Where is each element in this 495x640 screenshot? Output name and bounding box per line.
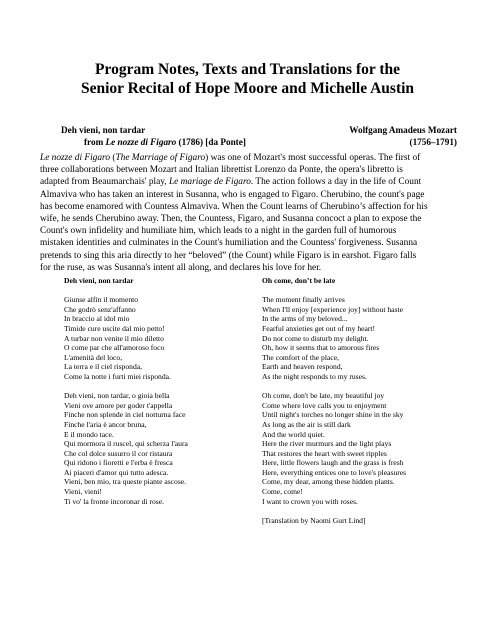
program-note-line: mistaken identities and culminates in the Count's humiliation and the Countess' forgiveness. Susanna	[40, 238, 418, 249]
italian-lyric-line: Che col dolce susurro il cor ristaura	[64, 448, 173, 458]
program-note-line: Le nozze di Figaro (The Marriage of Figaro) was one of Mozart's most successful operas. The first of	[40, 153, 421, 163]
english-lyric-line: As the night responds to my ruses.	[262, 371, 367, 381]
english-heading: Oh come, don’t be late	[262, 276, 336, 285]
italian-lyric-line: Che godrò senz'affanno	[64, 304, 136, 314]
english-lyric-line: The comfort of the place,	[262, 352, 339, 362]
italian-lyric-line: Ai piaceri d'amor qui tutto adesca.	[64, 467, 169, 477]
english-lyric-line: In the arms of my beloved...	[262, 314, 348, 324]
composer-dates: (1756–1791)	[409, 137, 457, 147]
program-note-line: wife, he sends Cherubino away. Then, the Countess, Figaro, and Susanna concoct a plan to expose the	[40, 214, 422, 225]
composer-name: Wolfgang Amadeus Mozart	[349, 125, 457, 135]
page-title	[40, 60, 455, 98]
english-lyric-line: Until night's torches no longer shine in the sky	[262, 410, 404, 420]
title-line-2: Senior Recital of Hope Moore and Michelle Austin	[80, 80, 415, 97]
source-suffix: (1786) [da Ponte]	[176, 137, 246, 147]
italian-stanza-2	[64, 391, 254, 506]
program-note-line: Count's own infidelity and humiliate him, which leads to a night in the garden full of humorous	[40, 226, 397, 237]
english-lyric-line: And the world quiet.	[262, 429, 325, 439]
program-note-line: adapted from Beaumarchais' play, Le mariage de Figaro. The action follows a day in the life of Count	[40, 177, 422, 188]
italian-lyric-line: A turbar non venite il mio diletto	[64, 333, 164, 343]
translation-credit: [Translation by Naomi Gurt Lind]	[262, 515, 366, 525]
italian-lyric-line: L'amenità del loco,	[64, 352, 123, 362]
program-note-line: three collaborations between Mozart and Italian librettist Lorenzo da Ponte, the opera's libretto is	[40, 165, 403, 176]
english-stanza-2	[262, 391, 462, 506]
english-lyric-line: I want to crown you with roses.	[262, 496, 358, 506]
english-lyric-line: Come where love calls you to enjoyment	[262, 400, 387, 410]
english-stanza-1	[262, 295, 462, 381]
english-lyric-line: The moment finally arrives	[262, 295, 345, 305]
italian-lyric-line: Deh vieni, non tardar, o gioia bella	[64, 391, 170, 401]
english-lyric-line: Come, come!	[262, 487, 303, 497]
italian-lyric-line: Finche l'aria è ancor bruna,	[64, 419, 147, 429]
italian-lyric-line: Vieni ove amore per goder t'appella	[64, 400, 173, 410]
italian-lyric-line: Vieni, vieni!	[64, 487, 102, 497]
italian-stanza-1	[64, 295, 254, 381]
program-note-line: for the ruse, as was Susanna's intent all along, and declares his love for her.	[40, 262, 322, 273]
italian-lyric-line: Qui ridono i fioretti e l'erba è fresca	[64, 458, 173, 468]
english-lyric-line: Here the river murmurs and the light plays	[262, 439, 392, 449]
italian-lyric-line: Timide cure uscite dal mio petto!	[64, 323, 165, 333]
english-lyric-line: Fearful anxieties get out of my heart!	[262, 323, 376, 333]
english-lyric-line: Do not come to disturb my delight.	[262, 333, 369, 343]
italian-lyric-line: E il mondo tace.	[64, 429, 114, 439]
italian-text-column	[64, 276, 254, 506]
piece-source	[84, 136, 246, 148]
english-lyric-line: Earth and heaven respond,	[262, 362, 343, 372]
source-prefix: from	[84, 137, 106, 147]
italian-lyric-line: Vieni, ben mio, tra queste piante ascose.	[64, 477, 187, 487]
italian-lyric-line: Giunse alfin il momento	[64, 295, 139, 305]
english-lyric-line: Here, little flowers laugh and the grass is fresh	[262, 458, 404, 468]
english-lyric-line: Oh, how it seems that to amorous fires	[262, 343, 380, 353]
opera-title: Le nozze di Figaro	[105, 137, 177, 147]
english-text-column	[262, 276, 462, 525]
english-lyric-line: Come, my dear, among these hidden plants.	[262, 477, 395, 487]
english-lyric-line: Here, everything entices one to love's pleasures	[262, 467, 407, 477]
program-note-line: Almaviva who has taken an interest in Susanna, who is engaged to Figaro. Cherubino, the count's page	[40, 189, 425, 200]
english-lyric-line: That restores the heart with sweet ripples	[262, 448, 387, 458]
program-note-line: pretends to sing this aria directly to her “beloved” (the Count) while Figaro is in earshot. Figaro falls	[40, 250, 417, 261]
italian-lyric-line: La terra e il ciel risponda,	[64, 362, 143, 372]
english-lyric-line: As long as the air is still dark	[262, 419, 351, 429]
italian-heading: Deh vieni, non tardar	[64, 276, 134, 285]
english-lyric-line: When I'll enjoy [experience joy] without haste	[262, 304, 403, 314]
title-line-1: Program Notes, Texts and Translations for the	[95, 61, 400, 78]
italian-lyric-line: In braccio al idol mio	[64, 314, 130, 324]
english-lyric-line: Oh come, don't be late, my beautiful joy	[262, 391, 385, 401]
italian-lyric-line: O come par che all'amoroso foco	[64, 343, 165, 353]
italian-lyric-line: Ti vo' la fronte incoronar di rose.	[64, 496, 164, 506]
program-note	[40, 152, 458, 274]
italian-lyric-line: Finche non splende in ciel notturna face	[64, 410, 186, 420]
piece-name: Deh vieni, non tardar	[61, 125, 146, 135]
italian-lyric-line: Qui mormora il ruscel, qui scherza l'aura	[64, 439, 188, 449]
italian-lyric-line: Come la notte i furti miei risponda.	[64, 371, 171, 381]
program-note-line: has become enamored with Countess Almaviva. When the Count learns of Cherubino’s affection for his	[40, 201, 428, 212]
